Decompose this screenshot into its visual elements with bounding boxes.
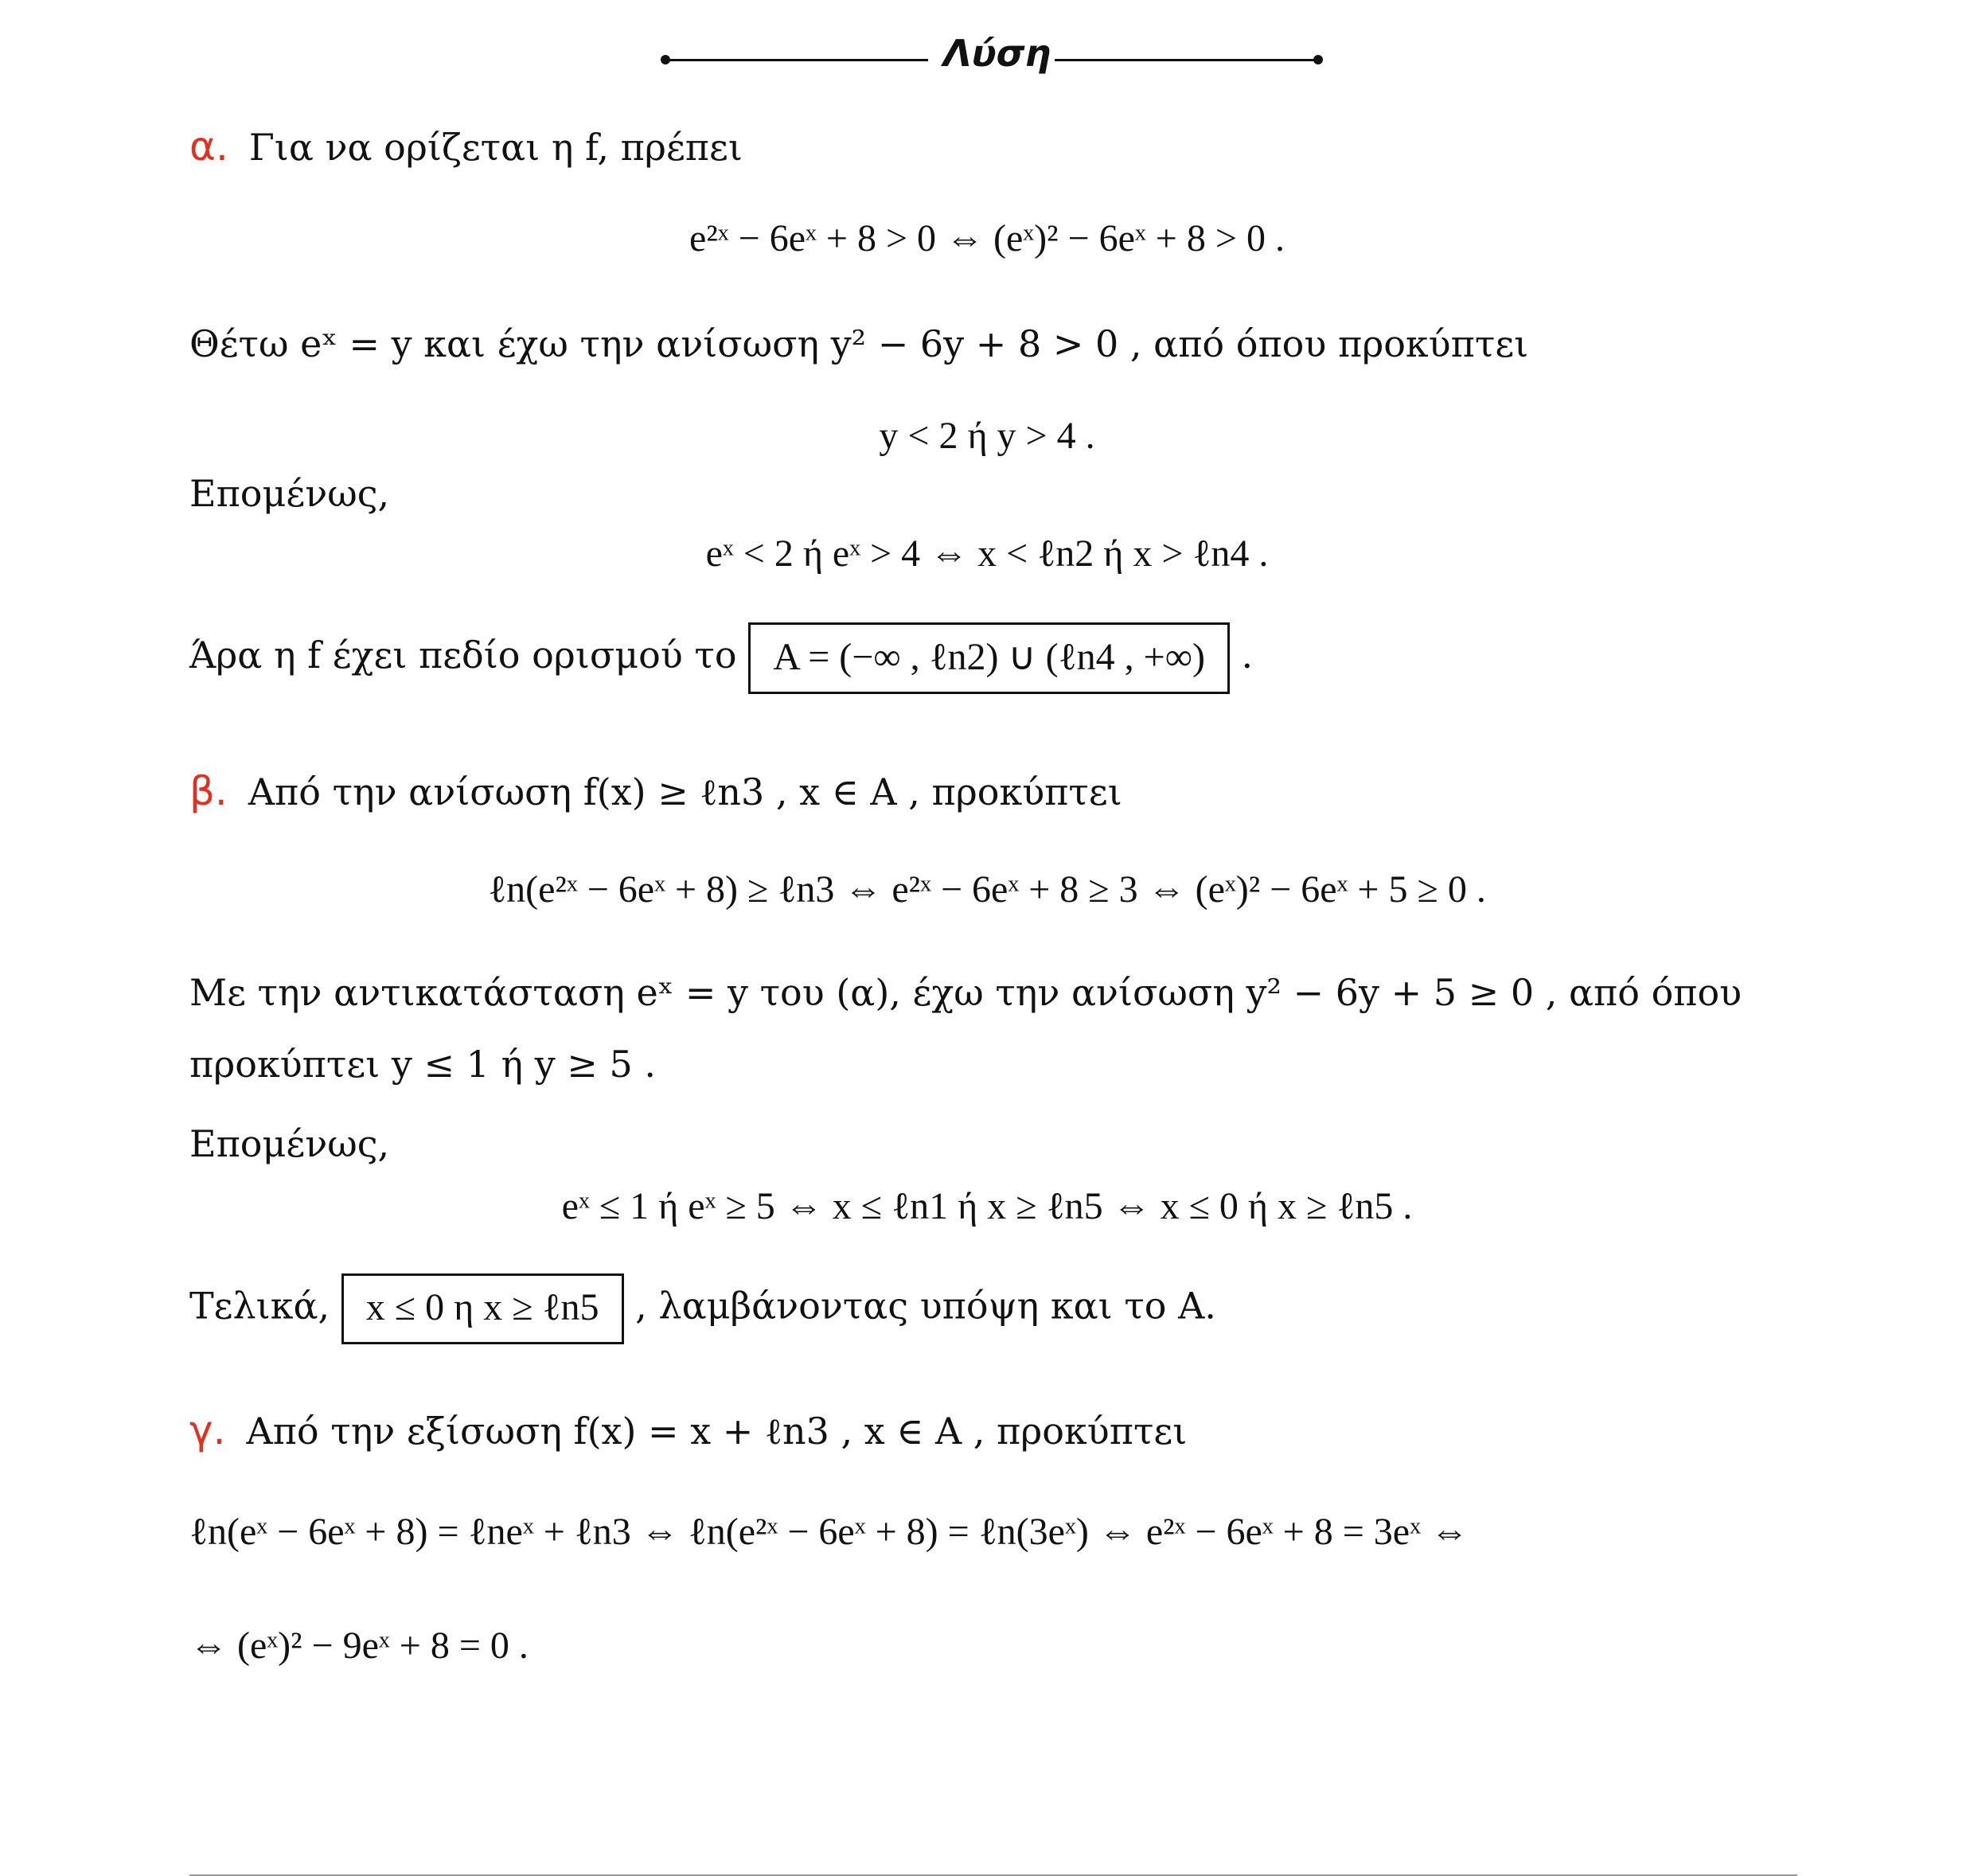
section-a-therefore: Επομένως,: [189, 472, 390, 515]
section-a-equation-2: y < 2 ή y > 4 .: [879, 415, 1095, 457]
section-b-therefore: Επομένως,: [189, 1122, 390, 1165]
header-right-dot: [1313, 55, 1323, 64]
section-b-final-suffix: , λαμβάνοντας υπόψη και το A.: [635, 1284, 1216, 1328]
section-b-substitution-line-1: Με την αντικατάσταση eˣ = y του (α), έχω την ανίσωση y² − 6y + 5 ≥ 0 , από όπου: [189, 971, 1742, 1014]
section-c-label: γ.: [189, 1407, 226, 1453]
final-result-box: x ≤ 0 η x ≥ ℓn5: [341, 1273, 624, 1344]
section-b-substitution-line-2: προκύπτει y ≤ 1 ή y ≥ 5 .: [189, 1043, 656, 1086]
section-c-equation-1: ℓn(eˣ − 6eˣ + 8) = ℓneˣ + ℓn3 ⇔ ℓn(e²ˣ − 6eˣ + 8) = ℓn(3eˣ) ⇔ e²ˣ − 6eˣ + 8 = 3eˣ ⇔: [189, 1511, 1469, 1553]
domain-result-box: A = (−∞ , ℓn2) ∪ (ℓn4 , +∞): [748, 622, 1230, 694]
section-a-domain: [189, 622, 1253, 694]
header-right-rule: [1055, 59, 1317, 61]
section-a-domain-text: Άρα η f έχει πεδίο ορισμού το: [189, 634, 737, 677]
section-b-final-prefix: Τελικά,: [189, 1284, 330, 1328]
section-a-domain-end: .: [1241, 634, 1254, 677]
section-a-substitution: Θέτω eˣ = y και έχω την ανίσωση y² − 6y + 8 > 0 , από όπου προκύπτει: [189, 322, 1529, 365]
section-b-equation-2: eˣ ≤ 1 ή eˣ ≥ 5 ⇔ x ≤ ℓn1 ή x ≥ ℓn5 ⇔ x ≤ 0 ή x ≥ ℓn5 .: [561, 1185, 1413, 1227]
solution-header: [661, 32, 1321, 88]
section-b-label: β.: [189, 768, 228, 814]
section-a-equation-3: eˣ < 2 ή eˣ > 4 ⇔ x < ℓn2 ή x > ℓn4 .: [705, 532, 1269, 575]
header-left-rule: [665, 59, 928, 61]
section-a-intro-text: Για να ορίζεται η f, πρέπει: [248, 126, 743, 169]
section-b-equation-1: ℓn(e²ˣ − 6eˣ + 8) ≥ ℓn3 ⇔ e²ˣ − 6eˣ + 8 ≥ 3 ⇔ (eˣ)² − 6eˣ + 5 ≥ 0 .: [488, 868, 1486, 911]
section-b-final: [189, 1273, 1216, 1344]
section-b-intro-text: Από την ανίσωση f(x) ≥ ℓn3 , x ∈ A , προκύπτει: [248, 770, 1122, 813]
section-c-intro: [189, 1407, 1187, 1453]
section-c-equation-2: ⇔ (eˣ)² − 9eˣ + 8 = 0 .: [189, 1624, 529, 1667]
header-title: Λύση: [943, 32, 1051, 75]
section-b-intro: [189, 768, 1122, 814]
section-c-intro-text: Από την εξίσωση f(x) = x + ℓn3 , x ∈ A , προκύπτει: [246, 1410, 1188, 1453]
section-a-intro: [189, 123, 743, 170]
section-a-equation-1: e²ˣ − 6eˣ + 8 > 0 ⇔ (eˣ)² − 6eˣ + 8 > 0 .: [689, 217, 1285, 259]
section-a-label: α.: [189, 123, 228, 170]
